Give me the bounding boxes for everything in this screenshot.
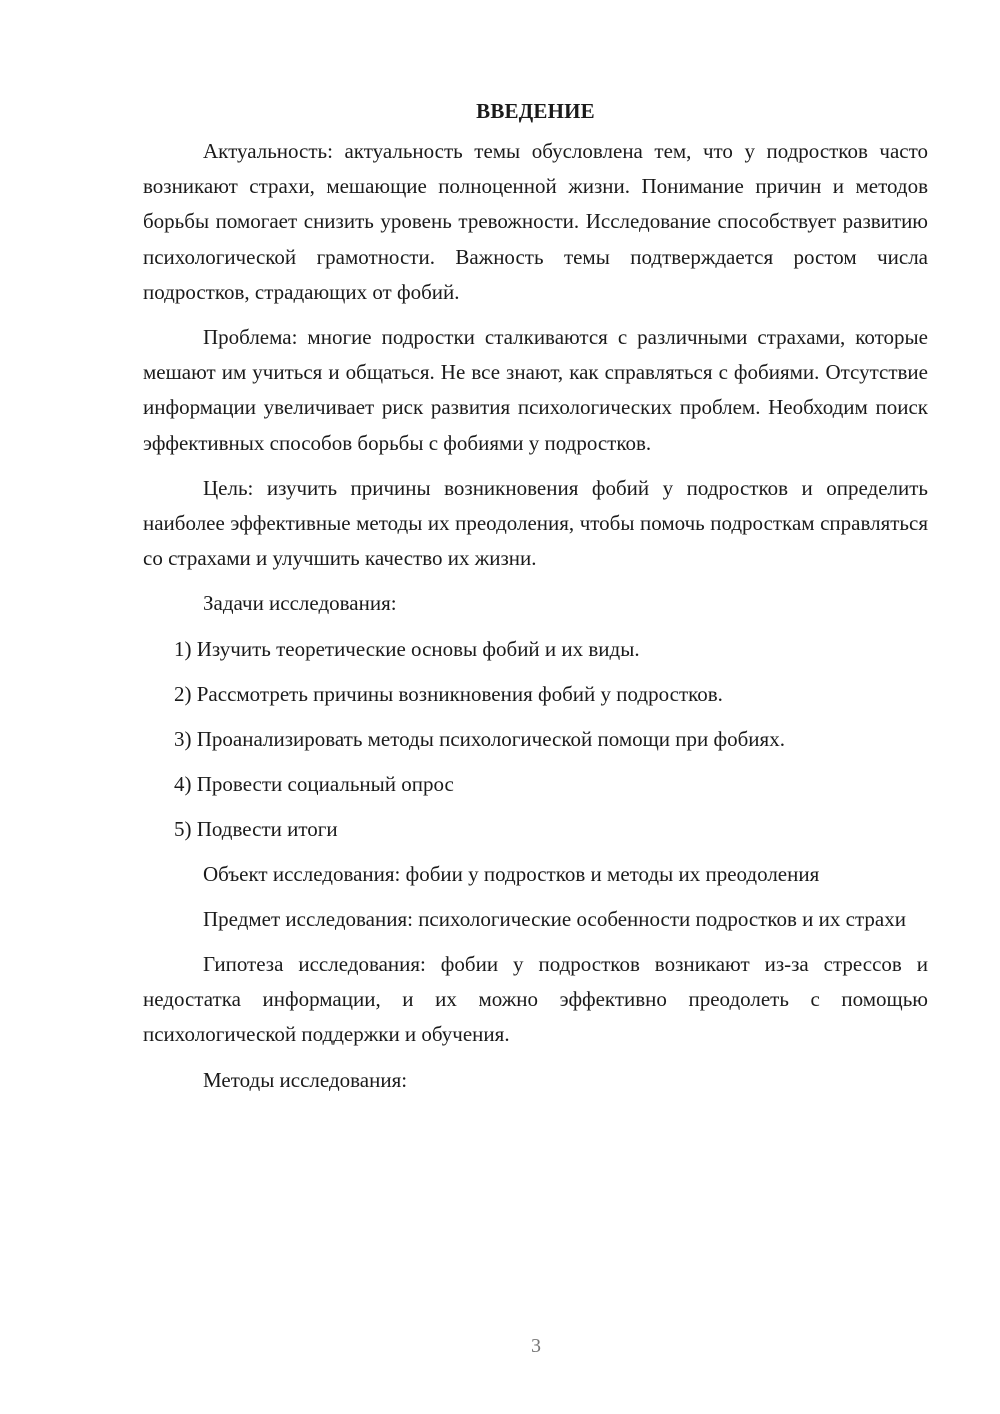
list-item: 1) Изучить теоретические основы фобий и их виды.: [174, 636, 640, 661]
page-title: ВВЕДЕНИЕ: [476, 99, 595, 123]
subject-paragraph: Предмет исследования: психологические особенности подростков и их страхи: [203, 906, 906, 931]
tasks-heading: Задачи исследования:: [203, 591, 397, 616]
list-item: 4) Провести социальный опрос: [174, 771, 454, 796]
hypothesis-paragraph: Гипотеза исследования: фобии у подростков возникают из-за стрессов и недостатка информации, и их можно эффективно преодолеть с помощью психологической поддержки и обучения.: [143, 952, 928, 1047]
list-item: 3) Проанализировать методы психологической помощи при фобиях.: [174, 726, 785, 751]
list-item: 2) Рассмотреть причины возникновения фобий у подростков.: [174, 681, 723, 706]
goal-paragraph: Цель: изучить причины возникновения фобий у подростков и определить наиболее эффективные методы их преодоления, чтобы помочь подросткам справляться со страхами и улучшить качество их жизни.: [143, 475, 928, 571]
page-content: [143, 96, 928, 1108]
problem-paragraph: Проблема: многие подростки сталкиваются с различными страхами, которые мешают им учиться и общаться. Не все знают, как справляться с фобиями. Отсутствие информации увеличивает риск развития психологических проблем. Необходим поиск эффективных способов борьбы с фобиями у подростков.: [143, 325, 928, 455]
methods-heading: Методы исследования:: [203, 1067, 408, 1092]
object-paragraph: Объект исследования: фобии у подростков и методы их преодоления: [203, 861, 820, 886]
list-item: 5) Подвести итоги: [174, 816, 338, 841]
page-number: 3: [531, 1335, 541, 1357]
relevance-paragraph: Актуальность: актуальность темы обусловлена тем, что у подростков часто возникают страхи, мешающие полноценной жизни. Понимание причин и методов борьбы помогает снизить уровень тревожности. Исследование способствует развитию психологической грамотности. Важность темы подтверждается ростом числа подростков, страдающих от фобий.: [143, 139, 928, 304]
tasks-list: [143, 632, 928, 847]
